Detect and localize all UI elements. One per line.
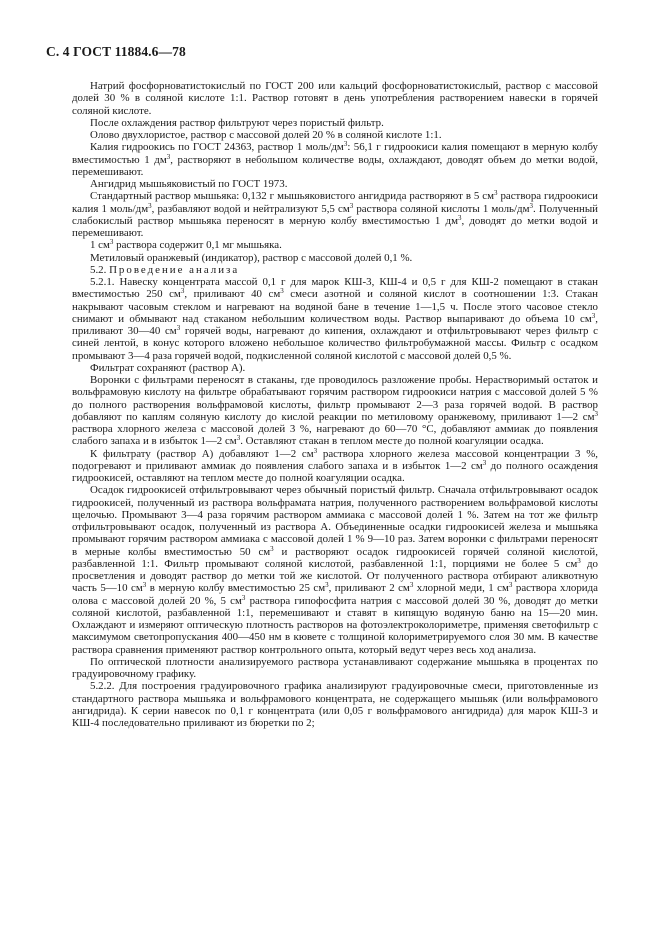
paragraph-arsenic-content: 1 $см^3$ раствора содержит 0,1 мг мышьяка. xyxy=(90,238,282,252)
page-header: С. 4 ГОСТ 11884.6—78 xyxy=(46,44,186,59)
paragraph-standard-arsenic-solution: Стандартный раствор мышьяка: 0,132 г мышьяковистого ангидрида растворяют в 5 $см^3$ раствора гидроокиси калия 1 моль/$дм^3$, разбавляют водой и нейтрализуют 5,5 $см^3$ раствора соляной кислоты 1 моль/$дм^3$. Полученный слабокислый раствор мышьяка переносят в мерную колбу вместимостью 1 $дм^3$, доводят до метки водой и перемешивают. xyxy=(72,189,598,239)
paragraph-filtrate-a: Фильтрат сохраняют (раствор А). xyxy=(90,361,246,374)
paragraph-arsenious-anhydride: Ангидрид мышьяковистый по ГОСТ 1973. xyxy=(90,178,288,190)
document-body xyxy=(72,80,598,729)
paragraph-filtrate-a-treatment: К фильтрату (раствор А) добавляют 1—2 $см^3$ раствора хлорного железа массовой концентрации 3 %, подогревают и приливают аммиак до появления слабого запаха и в избыток 1—2 $см^3$ до полного осаждения гидроокисей, оставляют на теплом месте до полной коагуляции осадка. xyxy=(72,446,598,484)
paragraph-tin-chloride: Олово двухлористое, раствор с массовой долей 20 % в соляной кислоте 1:1. xyxy=(90,129,442,141)
section-heading-analysis: 5.2. Проведение анализа xyxy=(90,263,240,276)
paragraph-hydroxide-precipitate: Осадок гидроокисей отфильтровывают через обычный пористый фильтр. Сначала отфильтровывают осадок гидроокисей, полученный из раствора вольфрамата натрия, полученного растворением вольфрамовой кислоты щелочью. Промывают 3—4 раза горячим раствором аммиака с массовой долей 1 %. Затем на тот же фильтр отфильтровывают осадок, полученный из раствора А. Объединенные осадки гидроокисей железа и мышьяка промывают горячим раствором аммиака с массовой долей 1 % 9—10 раз. Затем воронки с фильтрами переносят в мерные колбы вместимостью 50 $см^3$ и растворяют осадок гидроокисей горячей соляной кислотой, разбавленной 1:1. Фильтр промывают соляной кислотой, разбавленной 1:1, порциями не более 5 $см^3$ до просветления и доводят раствор до метки той же кислотой. От полученного раствора отбирают аликвотную часть 5—10 $см^3$ в мерную колбу вместимостью 25 $см^3$, приливают 2 $см^3$ хлорной меди, 1 $см^3$ раствора хлорида олова с массовой долей 20 %, 5 $см^3$ раствора гипофосфита натрия с массовой долей 30 %, доводят до метки соляной кислотой, разбавленной 1:1, перемешивают и ставят в кипящую водяную баню на 15—20 мин. Охлаждают и измеряют оптическую плотность растворов на фотоэлектроколориметре, применяя светофильтр с максимумом светопропускания 400—450 нм в кювете с толщиной колориметрируемого слоя 30 мм. В качестве раствора сравнения применяют раствор контрольного опыта, который ведут через весь ход анализа. xyxy=(72,484,598,656)
paragraph-methyl-orange: Метиловый оранжевый (индикатор), раствор с массовой долей 0,1 %. xyxy=(90,251,413,264)
paragraph-5-2-1: 5.2.1. Навеску концентрата массой 0,1 г для марок КШ-3, КШ-4 и 0,5 г для КШ-2 помещают в стакан вместимостью 250 $см^3$, приливают 40 $см^3$ смеси азотной и соляной кислот в соотношении 1:3. Стакан накрывают часовым стеклом и нагревают на водяной бане в течение 1—1,5 ч. После этого часовое стекло снимают и обмывают над стаканом небольшим количеством воды. Раствор выпаривают до объема 10 $см^3$, приливают 30—40 $см^3$ горячей воды, нагревают до кипения, охлаждают и отфильтровывают через фильтр с синей лентой, в конус которого вложено небольшое количество фильтробумажной массы. Фильтр с осадком промывают 3—4 раза горячей водой, подкисленной соляной кислотой с массовой долей 0,5 %. xyxy=(72,276,598,362)
paragraph-sodium-hypophosphite: Натрий фосфорноватистокислый по ГОСТ 200 или кальций фосфорноватистокислый, раствор с массовой долей 30 % в соляной кислоте 1:1. Раствор готовят в день употребления растворением навески в горячей соляной кислоте. xyxy=(72,80,598,117)
paragraph-funnels: Воронки с фильтрами переносят в стаканы, где проводилось разложение пробы. Нерастворимый остаток и вольфрамовую кислоту на фильтре обрабатывают горячим раствором гидроокиси натрия с массовой долей 5 % до полного растворения вольфрамовой кислоты, фильтр промывают 2—3 раза горячей водой. В раствор добавляют по каплям соляную кислоту до кислой реакции по метиловому оранжевому, приливают 1—2 $см^3$ раствора хлорного железа с массовой долей 3 %, нагревают до 60—70 °С, добавляют аммиак до появления слабого запаха и в избыток 1—2 $см^3$. Оставляют стакан в теплом месте до полной коагуляции осадка. xyxy=(72,374,598,448)
paragraph-5-2-2: 5.2.2. Для построения градуировочного графика анализируют градуировочные смеси, приготовленные из стандартного раствора мышьяка и вольфрамового концентрата, не содержащего мышьяк (или вольфрамового ангидрида). К серии навесок по 0,1 г концентрата (или 0,05 г вольфрамового ангидрида) для марок КШ-3 и КШ-4 последовательно приливают из бюретки по 2; xyxy=(72,680,598,729)
paragraph-potassium-hydroxide: Калия гидроокись по ГОСТ 24363, раствор 1 моль/$дм^3$: 56,1 г гидроокиси калия помещают в мерную колбу вместимостью 1 $дм^3$, растворяют в небольшом количестве воды, охлаждают, доводят объем до метки водой, перемешивают. xyxy=(72,140,598,178)
paragraph-cooling-filter: После охлаждения раствор фильтруют через пористый фильтр. xyxy=(90,116,384,129)
paragraph-optical-density: По оптической плотности анализируемого раствора устанавливают содержание мышьяка в процентах по градуировочному графику. xyxy=(72,655,598,680)
